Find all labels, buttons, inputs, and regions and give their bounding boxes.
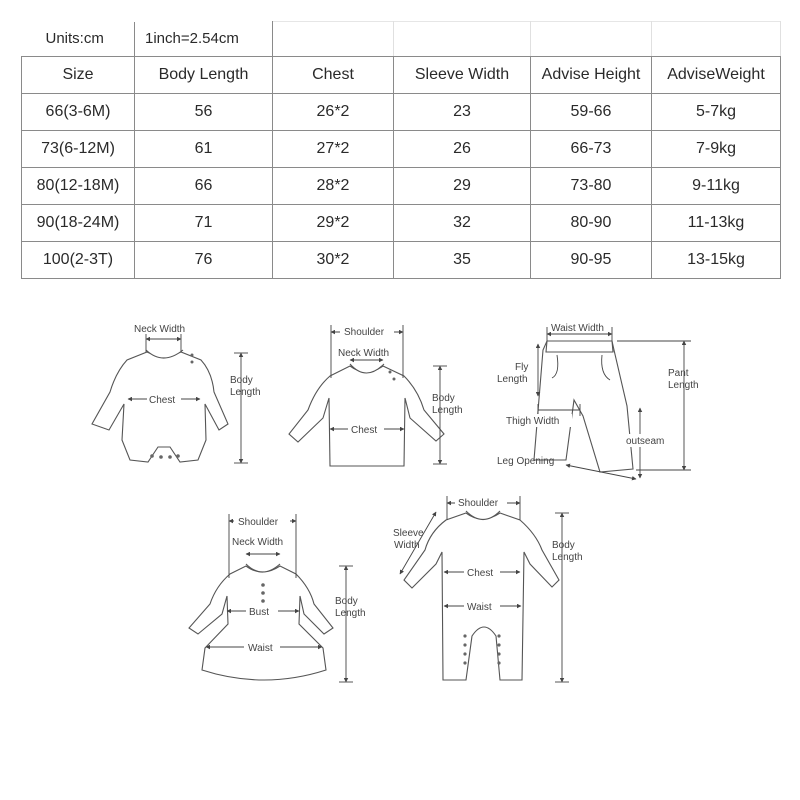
dress-body-length-label: Body (335, 596, 358, 607)
dress-shoulder-label: Shoulder (238, 517, 279, 528)
dress-bust-label: Bust (249, 607, 270, 618)
romper-body-length-label-2: Length (552, 552, 583, 563)
romper-outline (404, 513, 559, 680)
top-body-length-label: Body (432, 393, 455, 404)
bodysuit-diagram (92, 324, 261, 463)
table-cell: 80(12-18M) (22, 168, 135, 205)
romper-body-length-label: Body (552, 540, 575, 551)
table-cell: 29*2 (273, 205, 394, 242)
bodysuit-outline (92, 352, 228, 462)
top-neck-width-label: Neck Width (338, 348, 390, 359)
header-cell: Advise Height (531, 57, 652, 94)
table-cell: 71 (135, 205, 273, 242)
table-cell: 59-66 (531, 94, 652, 131)
table-cell: 100(2-3T) (22, 242, 135, 279)
pants-thigh-width-label: Thigh Width (506, 416, 560, 427)
units-label: Units:cm (22, 22, 135, 57)
header-cell: AdviseWeight (652, 57, 781, 94)
bodysuit-body-length-label: Body (230, 375, 253, 386)
romper-shoulder-label: Shoulder (458, 498, 499, 509)
top-shoulder-label: Shoulder (344, 327, 385, 338)
table-cell: 28*2 (273, 168, 394, 205)
dress-diagram (189, 514, 366, 682)
top-outline (289, 366, 444, 466)
pants-waist-width-label: Waist Width (551, 323, 604, 334)
dress-waist-label: Waist (248, 643, 273, 654)
table-cell: 30*2 (273, 242, 394, 279)
top-chest-label: Chest (351, 425, 378, 436)
romper-sleeve-width-label: Sleeve (393, 528, 424, 539)
table-cell: 13-15kg (652, 242, 781, 279)
table-cell: 35 (394, 242, 531, 279)
pants-length-label: Pant (668, 368, 689, 379)
table-cell: 76 (135, 242, 273, 279)
table-cell: 80-90 (531, 205, 652, 242)
table-cell: 9-11kg (652, 168, 781, 205)
top-body-length-label-2: Length (432, 405, 463, 416)
table-cell: 7-9kg (652, 131, 781, 168)
pants-length-label-2: Length (668, 380, 699, 391)
romper-chest-label: Chest (467, 568, 494, 579)
pants-outline (534, 341, 633, 472)
dress-neck-width-label: Neck Width (232, 537, 284, 548)
header-cell: Sleeve Width (394, 57, 531, 94)
dress-outline (189, 566, 333, 680)
table-cell: 27*2 (273, 131, 394, 168)
pants-fly-length-label-2: Length (497, 374, 528, 385)
header-cell: Size (22, 57, 135, 94)
table-cell: 66-73 (531, 131, 652, 168)
table-cell: 56 (135, 94, 273, 131)
pants-fly-length-label: Fly (515, 362, 529, 373)
bodysuit-body-length-label-2: Length (230, 387, 261, 398)
bodysuit-chest-label: Chest (149, 395, 176, 406)
table-cell: 29 (394, 168, 531, 205)
pants-waistband (546, 341, 613, 352)
table-cell: 11-13kg (652, 205, 781, 242)
table-cell: 73(6-12M) (22, 131, 135, 168)
inch-conversion: 1inch=2.54cm (135, 22, 273, 57)
pants-diagram (497, 323, 699, 479)
table-cell: 66 (135, 168, 273, 205)
header-cell: Chest (273, 57, 394, 94)
table-cell: 5-7kg (652, 94, 781, 131)
bodysuit-neck-width-label: Neck Width (134, 324, 186, 335)
romper-diagram (393, 496, 583, 682)
table-cell: 23 (394, 94, 531, 131)
pants-outseam-label: outseam (626, 436, 665, 447)
table-cell: 32 (394, 205, 531, 242)
romper-waist-label: Waist (467, 602, 492, 613)
table-cell: 90-95 (531, 242, 652, 279)
top-diagram (289, 325, 463, 466)
table-cell: 26 (394, 131, 531, 168)
table-cell: 61 (135, 131, 273, 168)
table-cell: 73-80 (531, 168, 652, 205)
header-cell: Body Length (135, 57, 273, 94)
table-cell: 90(18-24M) (22, 205, 135, 242)
pants-leg-opening-label: Leg Opening (497, 456, 555, 467)
dress-body-length-label-2: Length (335, 608, 366, 619)
table-cell: 26*2 (273, 94, 394, 131)
table-cell: 66(3-6M) (22, 94, 135, 131)
romper-sleeve-width-label-2: Width (394, 540, 420, 551)
